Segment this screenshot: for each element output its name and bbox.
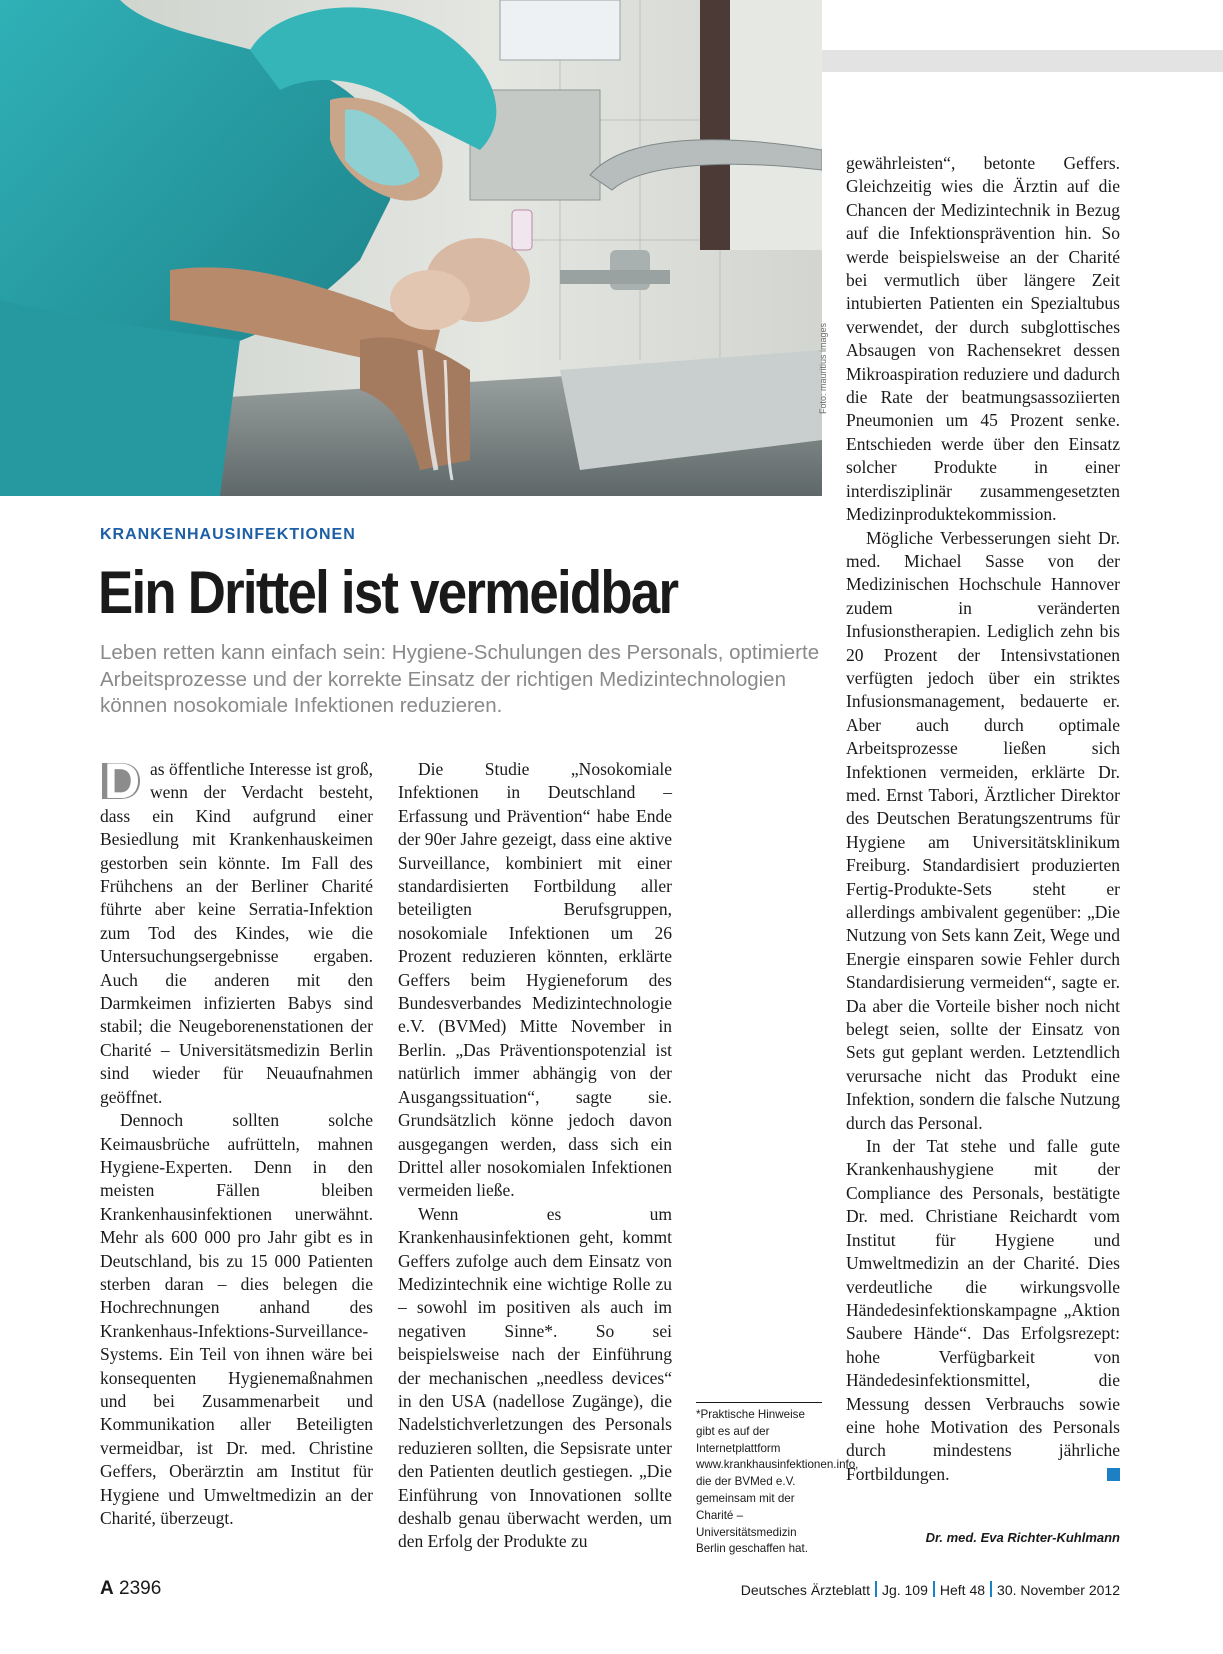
journal-date: 30. November 2012 xyxy=(997,1582,1120,1598)
drop-cap xyxy=(100,753,142,809)
body-column-3 xyxy=(846,152,1120,1486)
page-number-value: 2396 xyxy=(119,1578,162,1599)
paragraph xyxy=(100,753,373,1109)
paragraph xyxy=(846,1135,1120,1486)
paragraph-text: In der Tat stehe und falle gute Krankenhaushygiene mit der Compliance des Personals, bestätigte Dr. med. Christiane Reichardt vom Institut für Hygiene und Umweltmedizin an der Charité. Dies verdeutliche die wirkungsvolle Händedesinfektionskampagne „Aktion Saubere Hände“. Das Erfolgsrezept: hohe Verfügbarkeit von Händedesinfektionsmittel, die Messung dessen Verbrauchs sowie eine hohe Motivation des Personals durch mindestens jährliche Fortbildungen. xyxy=(846,1136,1120,1484)
body-column-2 xyxy=(398,758,672,1554)
drop-cap-letter: D xyxy=(104,753,141,809)
paragraph-text: as öffentliche Interesse ist groß, wenn der Verdacht besteht, dass ein Kind aufgrund einer Besiedlung mit Krankenhauskeimen gestorben sein könnte. Im Fall des Frühchens an der Berliner Charité führte aber keine Serratia-Infektion zum Tod des Kindes, wie die Untersuchungsergebnisse ergaben. Auch die anderen mit den Darmkeimen infizierten Babys sind stabil; die Neugeborenenstationen der Charité – Universitätsmedizin Berlin sind wieder für Neuaufnahmen geöffnet. xyxy=(100,759,373,1107)
journal-name: Deutsches Ärzteblatt xyxy=(740,1582,870,1598)
footnote: *Praktische Hinweise gibt es auf der Internetplattform www.krankhausinfektionen.info, die der BVMed e.V. gemeinsam mit der Charité – Universitätsmedizin Berlin geschaffen hat. xyxy=(696,1402,822,1558)
article-standfirst: Leben retten kann einfach sein: Hygiene-Schulungen des Personals, optimierte Arbeitsprozesse und der korrekte Einsatz der richtigen Medizintechnologien können nosokomiale Infektionen reduzieren. xyxy=(100,641,820,717)
header-rule xyxy=(822,50,1223,72)
separator xyxy=(990,1581,992,1597)
paragraph: gewährleisten“, betonte Geffers. Gleichzeitig wies die Ärztin auf die Chancen der Medizintechnik in Bezug auf die Infektionsprävention hin. So werde beispielsweise an der Charité bei vermutlich über längere Zeit intubierten Patienten ein Spezialtubus verwendet, der durch subglottisches Absaugen von Rachensekret dessen Mikroaspiration reduziere und dadurch die Rate der beatmungsassoziierten Pneumonien um 45 Prozent senke. Entschieden werde über den Einsatz solcher Produkte in einer interdisziplinär zusammengesetzten Medizinproduktekommission. xyxy=(846,153,1120,525)
author-byline: Dr. med. Eva Richter-Kuhlmann xyxy=(925,1530,1120,1545)
paragraph: Wenn es um Krankenhausinfektionen geht, kommt Geffers zufolge auch dem Einsatz von Medizintechnik eine wichtige Rolle zu – sowohl im positiven als auch im negativen Sinne*. So sei beispielsweise nach der Einführung der mechanischen „needless devices“ in den USA (nadellose Zugänge), die Nadelstichverletzungen des Personals reduzieren sollten, die Sepsisrate unter den Patienten deutlich gestiegen. „Die Einführung von Innovationen sollte deshalb genau überwacht werden, um den Erfolg der Produkte zu xyxy=(398,1203,672,1552)
paragraph: Die Studie „Nosokomiale Infektionen in Deutschland – Erfassung und Prävention“ habe Ende der 90er Jahre gezeigt, dass eine aktive Surveillance, kombiniert mit einer standardisierten Fortbildung aller beteiligten Berufsgruppen, nosokomiale Infektionen um 26 Prozent reduzieren könnten, erklärte Geffers beim Hygieneforum des Bundesverbandes Medizintechnologie e.V. (BVMed) Mitte November in Berlin. „Das Präventionspotenzial ist natürlich immer abhängig von der Ausgangssituation“, sagte sie. Grundsätzlich könne jedoch davon ausgegangen werden, dass sich ein Drittel aller nosokomialen Infektionen vermeiden ließe. xyxy=(398,759,672,1201)
article-headline: Ein Drittel ist vermeidbar xyxy=(98,559,678,626)
footer-journal-info xyxy=(741,1581,1120,1598)
body-column-1 xyxy=(100,753,373,1530)
section-kicker: KRANKENHAUSINFEKTIONEN xyxy=(100,526,356,543)
separator xyxy=(933,1581,935,1597)
photo-credit: Foto: mauritius images xyxy=(818,322,828,414)
article-photo xyxy=(0,0,822,496)
paragraph: Dennoch sollten solche Keimausbrüche aufrütteln, mahnen Hygiene-Experten. Denn in den meisten Fällen bleiben Krankenhausinfektionen unerwähnt. Mehr als 600 000 pro Jahr gibt es in Deutschland, bis zu 15 000 Patienten sterben daran – dies belegen die Hochrechnungen anhand des Krankenhaus-Infektions-Surveillance-Systems. Ein Teil von ihnen wäre bei konsequenten Hygienemaßnahmen und bei Zusammenarbeit und Kommunikation aller Beteiligten vermeidbar, ist Dr. med. Christine Geffers, Oberärztin am Institut für Hygiene und Umweltmedizin an der Charité, überzeugt. xyxy=(100,1110,373,1528)
paragraph: Mögliche Verbesserungen sieht Dr. med. Michael Sasse von der Medizinischen Hochschule Hannover zudem in veränderten Infusionstherapien. Lediglich zehn bis 20 Prozent der Intensivstationen verfügten jedoch über ein striktes Infusionsmanagement, bedauerte er. Aber auch durch optimale Arbeitsprozesse ließen sich Infektionen vermeiden, erklärte Dr. med. Ernst Tabori, Ärztlicher Direktor des Deutschen Beratungszentrums für Hygiene am Universitätsklinikum Freiburg. Standardisiert produzierten Fertig-Produkte-Sets steht er allerdings ambivalent gegenüber: „Die Nutzung von Sets kann Zeit, Wege und Energie einsparen sowie Fehler durch Standardisierung vermeiden“, sagte er. Da aber die Vorteile bisher noch nicht belegt seien, sollte der Einsatz von Sets gut geplant werden. Letztendlich verursache nicht das Produkt eine Infektion, sondern die falsche Nutzung durch das Personal. xyxy=(846,527,1120,1133)
page-prefix: A xyxy=(100,1578,114,1599)
journal-volume: Jg. 109 xyxy=(881,1582,928,1598)
surgeon-washing-hands-image xyxy=(0,0,822,496)
journal-issue: Heft 48 xyxy=(939,1582,986,1598)
page-number xyxy=(100,1578,161,1600)
end-mark-icon xyxy=(1107,1468,1120,1481)
separator xyxy=(875,1581,877,1597)
